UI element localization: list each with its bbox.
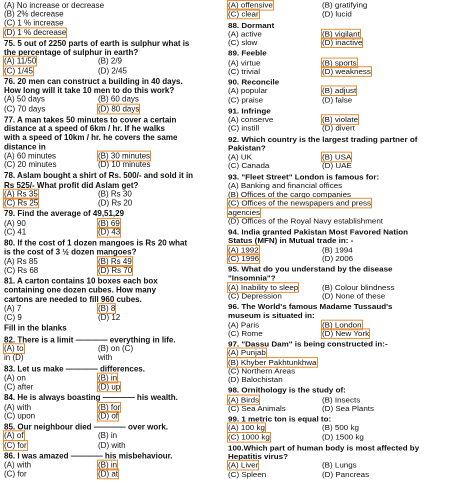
answer-line bbox=[228, 161, 352, 171]
answer-option: (C) Spleen bbox=[228, 470, 267, 479]
question-text bbox=[228, 107, 271, 116]
answer-line bbox=[228, 9, 352, 19]
answer-line bbox=[228, 254, 354, 263]
answer-line bbox=[228, 95, 353, 105]
answer-option: 76. 20 men can construct a building in 40 days. bbox=[4, 77, 183, 87]
question-text bbox=[4, 133, 177, 142]
answer-option: (D) with bbox=[98, 440, 126, 450]
answer-option: 75. 5 out of 2250 parts of earth is sulphur what is bbox=[4, 39, 190, 48]
answer-option: distance at a speed of 6km / hr. If he walks bbox=[4, 124, 165, 134]
question-text bbox=[4, 124, 165, 133]
answer-option-marked: agencies bbox=[228, 207, 261, 217]
answer-option-marked: (A) offensive bbox=[228, 0, 273, 10]
answer-option: (D) Balochistan bbox=[228, 375, 283, 385]
answer-option: 94. India granted Pakistan Most Favored Nation bbox=[228, 227, 409, 237]
answer-line bbox=[4, 218, 120, 228]
answer-option: (A) 50 days bbox=[4, 95, 45, 105]
answer-option: (B) 2% decrease bbox=[4, 9, 64, 19]
answer-option: (A) UK bbox=[228, 152, 252, 162]
answer-line bbox=[228, 58, 357, 67]
answer-option: (B) on (C) bbox=[98, 344, 134, 354]
question-text bbox=[228, 144, 266, 153]
answer-option: (C) 41 bbox=[4, 227, 27, 237]
answer-option: (D) 2006 bbox=[322, 254, 354, 263]
answer-option-marked: (B) in bbox=[98, 460, 118, 470]
answer-line bbox=[4, 104, 140, 114]
answer-line bbox=[228, 86, 357, 96]
answer-line bbox=[228, 124, 355, 133]
answer-option-marked: (A) of bbox=[4, 431, 24, 441]
answer-option: (C) Depression bbox=[228, 291, 282, 301]
answer-option-marked: (C) Rs 25 bbox=[4, 198, 39, 208]
answer-option: (B) 60 days bbox=[98, 95, 139, 105]
answer-line bbox=[228, 29, 360, 39]
answer-option: (C) Sea Animals bbox=[228, 403, 286, 413]
answer-line bbox=[4, 344, 134, 354]
answer-option: (C) Northern Areas bbox=[228, 366, 296, 376]
answer-option: is the cost of 3 ½ dozen mangoes? bbox=[4, 247, 137, 257]
answer-line bbox=[228, 291, 386, 301]
answer-option: (C) praise bbox=[228, 95, 264, 105]
answer-line bbox=[4, 469, 118, 479]
answer-line bbox=[4, 1, 104, 10]
answer-line bbox=[4, 160, 151, 170]
answer-option-marked: (A) Punjab bbox=[228, 348, 266, 358]
answer-option-marked: (D) inactive bbox=[322, 38, 363, 48]
answer-option-marked: (D) at bbox=[98, 469, 118, 479]
question-text bbox=[228, 265, 392, 274]
answer-option: (A) with bbox=[4, 460, 32, 470]
answer-option: 93. "Fleet Street" London is famous for: bbox=[228, 172, 380, 182]
answer-option: (A) virtue bbox=[228, 58, 261, 67]
answer-line bbox=[228, 375, 283, 384]
answer-option: (B) gratifying bbox=[322, 0, 368, 10]
answer-option-marked: (C) for bbox=[4, 440, 27, 450]
answer-option: Rs 525/- What profit did Aslam get? bbox=[4, 180, 139, 190]
answer-option: (A) on bbox=[4, 373, 26, 383]
answer-option: Pakistan? bbox=[228, 143, 266, 153]
question-text bbox=[4, 142, 46, 151]
answer-option: (C) upon bbox=[4, 411, 36, 421]
answer-line bbox=[228, 0, 368, 10]
answer-option-marked: (B) London bbox=[322, 320, 362, 329]
answer-line bbox=[228, 470, 370, 479]
answer-line bbox=[228, 282, 395, 292]
question-text bbox=[228, 303, 392, 312]
answer-option: 86. I was amazed ———— his misbehaviour. bbox=[4, 451, 173, 461]
answer-option: (C) for bbox=[4, 469, 27, 479]
answer-option: (A) 7 bbox=[4, 303, 22, 313]
answer-line bbox=[228, 190, 351, 199]
answer-line bbox=[228, 320, 362, 329]
answer-option: (D) 1500 kg bbox=[322, 432, 364, 442]
answer-line bbox=[228, 66, 371, 76]
answer-option: 97. "Dassu Dam" is being constructed in:- bbox=[228, 340, 388, 349]
answer-option-marked: (A) to bbox=[4, 344, 24, 354]
answer-option: (C) after bbox=[4, 382, 34, 392]
answer-line bbox=[228, 329, 370, 338]
question-text bbox=[228, 386, 346, 395]
answer-option: (A) with bbox=[4, 402, 32, 412]
answer-option: Fill in the blanks bbox=[4, 324, 67, 333]
answer-option-marked: (A) Liver bbox=[228, 461, 259, 470]
answer-line bbox=[228, 432, 364, 442]
answer-option-marked: (D) of bbox=[98, 411, 118, 421]
answer-option: (D) UAE bbox=[322, 161, 352, 171]
answer-option: (B) Rs 30 bbox=[98, 189, 132, 199]
answer-option: 95. What do you understand by the disease bbox=[228, 265, 393, 274]
answer-option: (B) Colour blindness bbox=[322, 282, 395, 292]
answer-option: (D) 10 minutes bbox=[98, 160, 151, 170]
question-text bbox=[4, 286, 156, 295]
answer-option: (B) Offices of the cargo companies bbox=[228, 190, 352, 199]
answer-option-marked: (B) in bbox=[98, 373, 118, 383]
answer-option: (C) instill bbox=[228, 124, 260, 133]
answer-line bbox=[4, 303, 116, 313]
answer-option: 81. A carton contains 10 boxes each box bbox=[4, 276, 158, 286]
question-text bbox=[4, 248, 136, 257]
answer-option: 99. 1 metric ton is equal to: bbox=[228, 414, 332, 424]
answer-option-marked: (A) 1992 bbox=[228, 245, 259, 255]
answer-option: cartons are needed to fill 960 cubes. bbox=[4, 294, 142, 304]
question-text bbox=[4, 423, 168, 432]
question-text bbox=[4, 295, 142, 304]
answer-option: (B) 2/9 bbox=[98, 57, 123, 66]
answer-line bbox=[4, 151, 151, 161]
answer-option: (A) conserve bbox=[228, 115, 274, 125]
question-text bbox=[4, 239, 187, 248]
question-text bbox=[4, 364, 145, 373]
question-text bbox=[4, 394, 178, 403]
answer-line bbox=[228, 349, 266, 358]
answer-option: (A) 60 minutes bbox=[4, 151, 57, 161]
answer-option: Status (MFN) in Mutual trade in: - bbox=[228, 236, 354, 246]
answer-option-marked: (B) sports bbox=[322, 58, 357, 67]
answer-option: 90. Reconcile bbox=[228, 77, 280, 87]
answer-line bbox=[4, 265, 133, 275]
answer-option: (D) 2/45 bbox=[98, 66, 127, 75]
question-text bbox=[4, 335, 176, 344]
answer-option-marked: (B) 69 bbox=[98, 218, 120, 228]
question-text bbox=[228, 311, 315, 320]
question-text bbox=[228, 49, 267, 58]
answer-option: (C) Rs 68 bbox=[4, 265, 39, 275]
answer-option-marked: (B) violate bbox=[322, 115, 359, 125]
answer-option-marked: (B) 30 minutes bbox=[98, 151, 151, 161]
answer-option: (C) 1 % increase bbox=[4, 18, 64, 28]
section-heading bbox=[4, 324, 67, 333]
answer-option: museum is situated in: bbox=[228, 311, 315, 321]
question-text bbox=[228, 135, 417, 144]
answer-option: (D) lucid bbox=[322, 9, 352, 19]
question-text bbox=[4, 86, 174, 95]
answer-option: (C) Rome bbox=[228, 329, 263, 338]
answer-option-marked: (A) 100 kg bbox=[228, 423, 265, 433]
answer-option: (B) Lungs bbox=[322, 461, 357, 470]
answer-option: 78. Aslam bought a shirt of Rs. 500/- and sold it in bbox=[4, 171, 194, 181]
answer-option-marked: (B) adjust bbox=[322, 86, 357, 96]
answer-option: 92. Which country is the largest trading partner of bbox=[228, 135, 418, 144]
answer-option: 89. Feeble bbox=[228, 49, 267, 58]
answer-option-marked: (D) Rs 70 bbox=[98, 265, 133, 275]
answer-option: (D) 12 bbox=[98, 312, 121, 322]
answer-option: with bbox=[98, 353, 113, 363]
answer-option: How long will it take 10 men to do this work? bbox=[4, 86, 175, 96]
answer-option: (D) divert bbox=[322, 124, 355, 133]
answer-option: (B) in bbox=[98, 431, 118, 441]
answer-option: 79. Find the average of 49,51,29 bbox=[4, 209, 125, 219]
answer-option: 83. Let us make ———— differences. bbox=[4, 364, 145, 374]
answer-option-marked: (D) New York bbox=[322, 329, 370, 338]
answer-line bbox=[4, 256, 132, 266]
answer-line bbox=[4, 28, 66, 37]
answer-line bbox=[228, 367, 295, 376]
answer-option: (D) Offices of the Royal Navy establishment bbox=[228, 216, 384, 226]
answer-line bbox=[4, 382, 121, 392]
answer-option-marked: (B) Khyber Pakhtunkhwa bbox=[228, 357, 317, 367]
question-text bbox=[4, 210, 124, 219]
question-text bbox=[228, 415, 331, 424]
answer-option-marked: (B) Rs 49 bbox=[98, 256, 132, 266]
answer-line bbox=[4, 57, 123, 66]
answer-option: (C) Canada bbox=[228, 161, 270, 171]
question-text bbox=[4, 172, 193, 181]
question-text bbox=[228, 228, 408, 237]
question-text bbox=[228, 274, 276, 283]
answer-line bbox=[228, 395, 361, 404]
question-text bbox=[4, 115, 176, 124]
question-text bbox=[228, 237, 353, 246]
answer-option-marked: (D) weakness bbox=[322, 66, 371, 76]
answer-option: 85. Our neighbour died ———— over work. bbox=[4, 422, 169, 432]
answer-option-marked: (B) USA bbox=[322, 152, 352, 162]
answer-option-marked: (C) clear bbox=[228, 9, 259, 19]
question-text bbox=[228, 78, 279, 87]
answer-option: (A) 90 bbox=[4, 218, 26, 228]
answer-option: 88. Dormant bbox=[228, 20, 275, 30]
question-text bbox=[228, 340, 388, 349]
question-text bbox=[228, 452, 288, 461]
answer-option: 84. He is always boasting ———— his wealth. bbox=[4, 393, 178, 403]
answer-option: in (D) bbox=[4, 353, 24, 363]
answer-option: (A) Rs 85 bbox=[4, 256, 38, 266]
answer-line bbox=[4, 440, 126, 450]
answer-option: "Insomnia"? bbox=[228, 273, 276, 283]
answer-line bbox=[4, 189, 132, 199]
question-text bbox=[4, 48, 138, 57]
answer-option: (D) Rs 20 bbox=[98, 198, 133, 208]
answer-option-marked: (C) 1/45 bbox=[4, 66, 33, 75]
answer-option: (C) 70 days bbox=[4, 104, 46, 114]
answer-option: the percentage of sulphur in earth? bbox=[4, 48, 139, 57]
answer-option: (D) false bbox=[322, 95, 353, 105]
answer-line bbox=[4, 95, 139, 105]
answer-line bbox=[228, 181, 342, 190]
answer-line bbox=[4, 66, 127, 75]
answer-option: 96. The World's famous Madame Tussaud's bbox=[228, 302, 393, 312]
answer-option: 98. Ornithology is the study of: bbox=[228, 386, 346, 395]
answer-option-marked: (D) 80 days bbox=[98, 104, 140, 114]
answer-option-marked: (D) 1 % decrease bbox=[4, 27, 67, 37]
answer-option: (D) None of these bbox=[322, 291, 386, 301]
answer-option: (A) No increase or decrease bbox=[4, 0, 105, 10]
answer-option: (B) Insects bbox=[322, 395, 361, 404]
answer-option: (A) popular bbox=[228, 86, 268, 96]
answer-option: (B) 1994 bbox=[322, 245, 353, 255]
answer-option-marked: (A) Inability to sleep bbox=[228, 282, 299, 292]
answer-option-marked: (D) 43 bbox=[98, 227, 121, 237]
question-text bbox=[228, 21, 274, 30]
question-text bbox=[4, 452, 173, 461]
answer-line bbox=[4, 431, 118, 441]
answer-line bbox=[4, 227, 121, 237]
question-text bbox=[4, 77, 183, 86]
answer-option: (C) 20 minutes bbox=[4, 160, 57, 170]
answer-line bbox=[4, 411, 118, 421]
answer-line bbox=[228, 423, 359, 433]
answer-option: 91. Infringe bbox=[228, 106, 271, 116]
answer-line bbox=[228, 152, 352, 162]
answer-line bbox=[228, 199, 371, 208]
answer-line bbox=[228, 208, 260, 217]
answer-option-marked: (C) 1000 kg bbox=[228, 432, 270, 442]
answer-line bbox=[4, 402, 121, 412]
answer-option-marked: (A) Rs 35 bbox=[4, 189, 38, 199]
answer-line bbox=[228, 403, 375, 413]
answer-line bbox=[228, 115, 359, 125]
answer-option: (D) Sea Plants bbox=[322, 403, 375, 413]
question-text bbox=[228, 173, 379, 182]
answer-option: 77. A man takes 50 minutes to cover a certain bbox=[4, 115, 177, 125]
answer-option: 82. There is a limit ———— everything in life. bbox=[4, 335, 176, 345]
answer-option: Hepatitis virus? bbox=[228, 452, 289, 462]
answer-option: (C) slow bbox=[228, 38, 258, 48]
answer-line bbox=[228, 461, 357, 470]
answer-option-marked: (C) 1996 bbox=[228, 254, 260, 263]
answer-option-marked: (B) vigilant bbox=[322, 29, 360, 39]
answer-line bbox=[228, 217, 383, 226]
answer-option-marked: (A) Birds bbox=[228, 395, 260, 404]
answer-line bbox=[228, 38, 363, 48]
answer-option: (A) Paris bbox=[228, 320, 260, 329]
answer-line bbox=[4, 353, 113, 363]
answer-line bbox=[4, 373, 118, 383]
answer-option: (A) Banking and financial offices bbox=[228, 181, 343, 191]
answer-option: with a speed of 10km / hr. he covers the same bbox=[4, 133, 178, 143]
question-text bbox=[4, 277, 158, 286]
answer-option: 100.Which part of human body is most affected by bbox=[228, 443, 420, 453]
answer-option-marked: (B) 8 bbox=[98, 303, 116, 313]
answer-option: (A) active bbox=[228, 29, 262, 39]
question-text bbox=[4, 39, 189, 48]
answer-option: containing one dozen cubes. How many bbox=[4, 285, 157, 295]
question-text bbox=[228, 444, 419, 453]
answer-option: 80. If the cost of 1 dozen mangoes is Rs 20 what bbox=[4, 238, 188, 248]
answer-line bbox=[228, 358, 317, 367]
answer-option: distance in bbox=[4, 142, 46, 152]
answer-line bbox=[4, 10, 64, 19]
answer-option: (D) Pancreas bbox=[322, 470, 370, 479]
answer-option: (C) 9 bbox=[4, 312, 22, 322]
answer-line bbox=[4, 312, 121, 322]
answer-line bbox=[4, 460, 118, 470]
answer-option-marked: (C) Offices of the newspapers and press bbox=[228, 199, 372, 208]
answer-option: (C) trivial bbox=[228, 66, 260, 76]
answer-option-marked: (A) 11/50 bbox=[4, 57, 37, 66]
answer-option: (B) 500 kg bbox=[322, 423, 359, 433]
answer-line bbox=[4, 19, 64, 28]
answer-option-marked: (B) for bbox=[98, 402, 121, 412]
answer-option-marked: (D) up bbox=[98, 382, 121, 392]
answer-line bbox=[4, 198, 133, 208]
answer-line bbox=[228, 245, 353, 255]
question-text bbox=[4, 181, 138, 190]
